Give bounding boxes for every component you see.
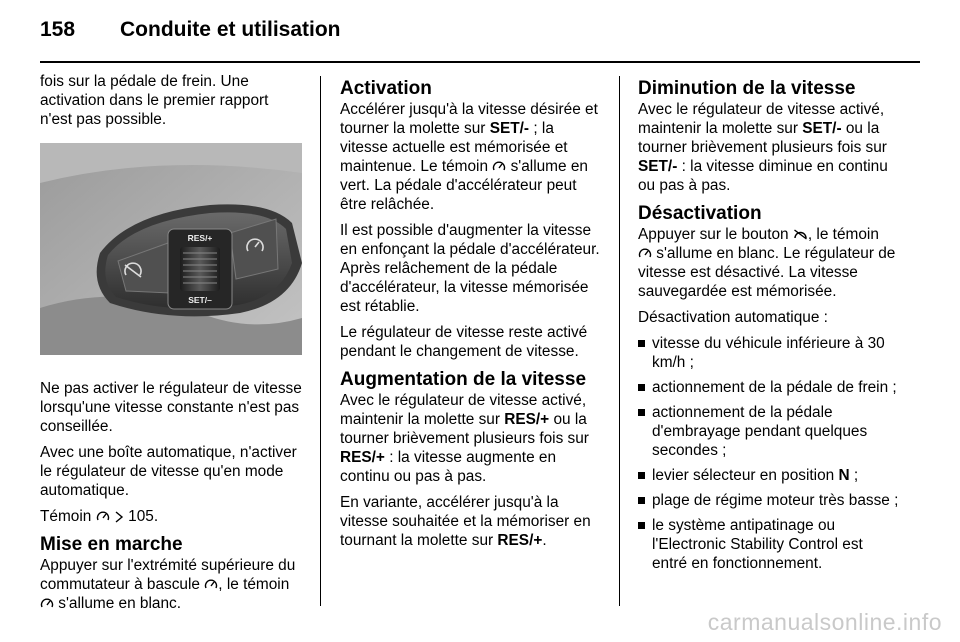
paragraph: En variante, accélérer jusqu'à la vitesse souhaitée et la mémoriser en tournant la molette sur RES/+. <box>340 494 591 549</box>
section-heading: Augmentation de la vitesse <box>340 369 587 390</box>
section-heading: Diminution de la vitesse <box>638 78 856 99</box>
paragraph: Il est possible d'augmenter la vitesse en enfonçant la pédale d'accélérateur. Après relâchement de la pédale d'accélérateur, la vitesse mémorisée est rétablie. <box>340 222 600 315</box>
column-1 <box>40 72 304 620</box>
section-heading: Désactivation <box>638 203 762 224</box>
res-plus-label: RES/+ <box>187 233 213 243</box>
section-heading: Mise en marche <box>40 534 183 555</box>
column-2 <box>340 72 604 557</box>
column-divider <box>619 76 620 606</box>
paragraph: Avec le régulateur de vitesse activé, maintenir la molette sur SET/- ou la tourner brièvement plusieurs fois sur SET/- : la vitesse diminue en continu ou pas à pas. <box>638 101 888 194</box>
cruise-control-icon <box>638 247 652 260</box>
list-item: levier sélecteur en position N ; <box>638 466 902 485</box>
list-item: le système antipatinage ou l'Electronic Stability Control est entré en fonctionnement. <box>638 516 902 573</box>
paragraph: Appuyer sur le bouton , le témoin s'allume en blanc. Le régulateur de vitesse est désactivé. La vitesse sauvegardée est mémorisée. <box>638 226 896 300</box>
paragraph: Ne pas activer le régulateur de vitesse lorsqu'une vitesse constante n'est pas conseillée. <box>40 380 302 435</box>
cruise-control-icon <box>40 597 54 610</box>
deactivation-list <box>638 334 902 573</box>
set-res-thumbwheel <box>180 247 220 291</box>
list-item: actionnement de la pédale de frein ; <box>638 378 902 397</box>
paragraph: fois sur la pédale de frein. Une activation dans le premier rapport n'est pas possible. <box>40 73 269 128</box>
cancel-cruise-icon <box>793 228 808 241</box>
section-heading: Activation <box>340 78 432 99</box>
list-item: vitesse du véhicule inférieure à 30 km/h ; <box>638 334 902 372</box>
column-divider <box>320 76 321 606</box>
list-item: actionnement de la pédale d'embrayage pendant quelques secondes ; <box>638 403 902 460</box>
page-title: Conduite et utilisation <box>120 18 341 41</box>
cruise-control-icon <box>492 160 506 173</box>
cruise-control-icon <box>96 510 110 523</box>
cruise-control-icon <box>204 578 218 591</box>
paragraph: Accélérer jusqu'à la vitesse désirée et tourner la molette sur SET/- ; la vitesse actuelle est mémorisée et maintenue. Le témoin s'allume en vert. La pédale d'accélérateur peut être relâchée. <box>340 101 598 213</box>
temoin-reference: Témoin 105. <box>40 508 159 525</box>
paragraph: Avec le régulateur de vitesse activé, maintenir la molette sur RES/+ ou la tourner brièvement plusieurs fois sur RES/+ : la vitesse augmente en continu ou pas à pas. <box>340 392 589 485</box>
page-header <box>40 18 341 48</box>
page-number: 158 <box>40 18 76 41</box>
paragraph: Avec une boîte automatique, n'activer le régulateur de vitesse qu'en mode automatique. <box>40 444 297 499</box>
list-item: plage de régime moteur très basse ; <box>638 491 902 510</box>
header-rule <box>40 61 920 63</box>
set-minus-label: SET/– <box>188 295 212 305</box>
page-reference-arrow-icon <box>114 511 124 523</box>
paragraph: Appuyer sur l'extrémité supérieure du commutateur à bascule , le témoin s'allume en blanc. <box>40 557 296 612</box>
column-3 <box>638 72 902 579</box>
steering-wheel-controls-figure <box>40 143 302 355</box>
paragraph: Désactivation automatique : <box>638 309 828 326</box>
watermark: carmanualsonline.info <box>707 609 942 635</box>
paragraph: Le régulateur de vitesse reste activé pendant le changement de vitesse. <box>340 324 588 360</box>
